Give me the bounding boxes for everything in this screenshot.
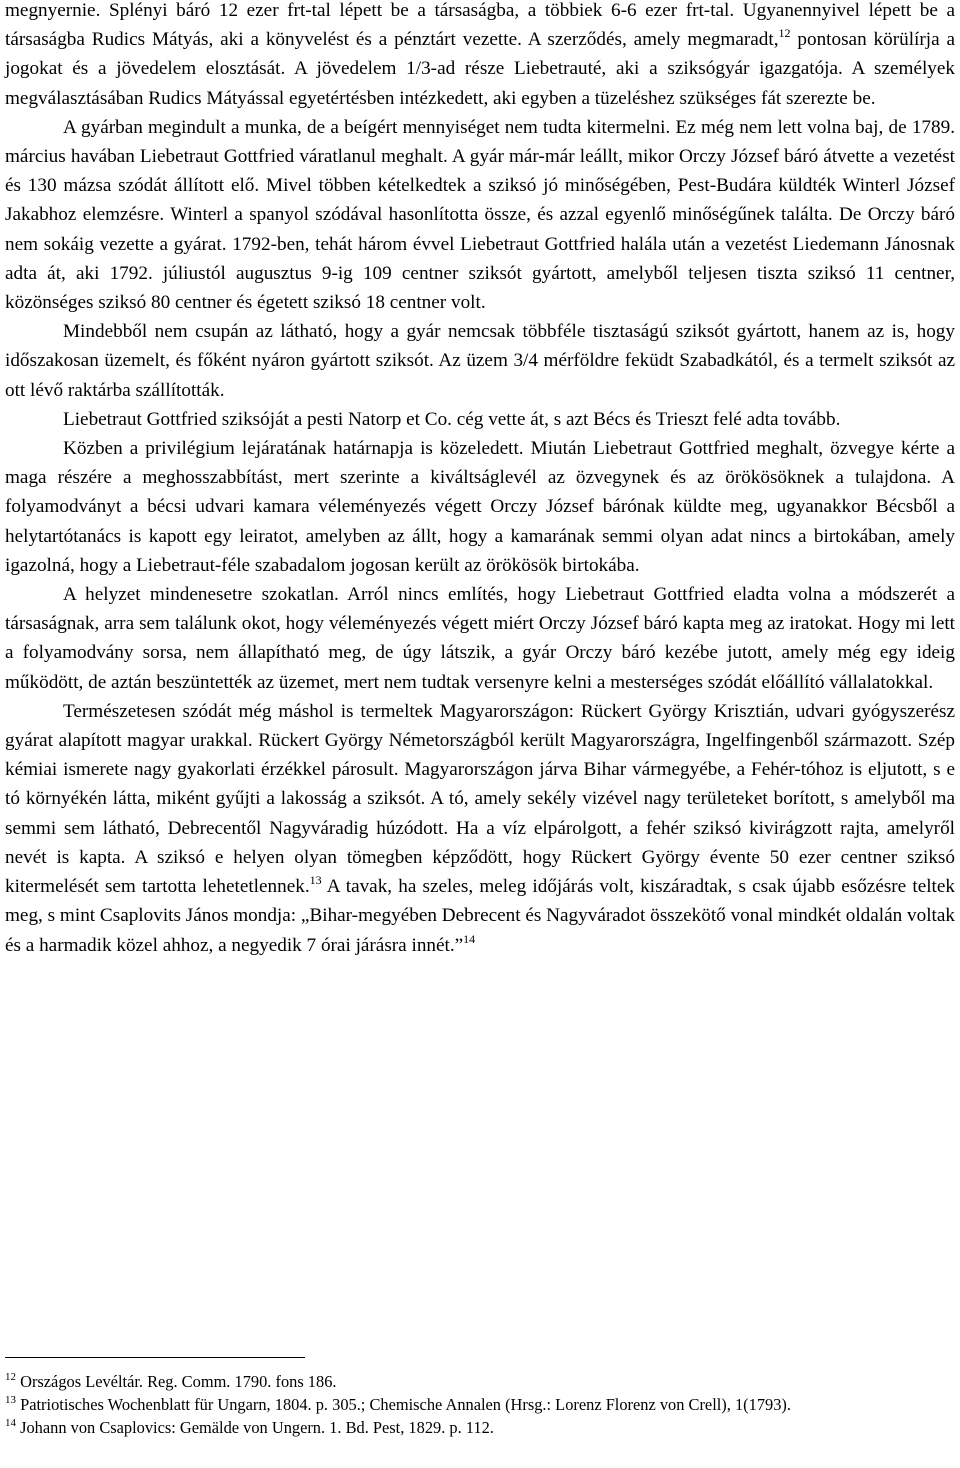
text-segment: pontosan körülírja a jogokat és a jövedelem elosztását. A jövedelem 1/3-ad része Liebetrauté, aki a sziksógyár igazgatója. A személyek megválasztásában Rudics Mátyással egyetértésben intézkedett, aki egyben a tüzeléshez szükséges fát szerezte be. bbox=[5, 29, 956, 109]
footnote-ref-13: 13 bbox=[309, 873, 322, 888]
paragraph-3 bbox=[5, 317, 955, 405]
paragraph-4 bbox=[5, 405, 955, 434]
footnote-text: Johann von Csaplovics: Gemälde von Ungern. 1. Bd. Pest, 1829. p. 112. bbox=[20, 1418, 494, 1437]
footnote-text: Országos Levéltár. Reg. Comm. 1790. fons 186. bbox=[20, 1372, 337, 1391]
text-segment: Liebetraut Gottfried sziksóját a pesti Natorp et Co. cég vette át, s azt Bécs és Trieszt felé adta tovább. bbox=[63, 408, 841, 430]
paragraph-7 bbox=[5, 697, 955, 960]
footnote-number: 12 bbox=[5, 1371, 16, 1383]
paragraph-5 bbox=[5, 434, 955, 580]
text-segment: A tavak, ha szeles, meleg időjárás volt, kiszáradtak, s csak újabb esőzésre teltek meg, s mint Csaplovits János mondja: „Bihar-megyében Debrecent és Nagyváradot összekötő vonal mindkét oldalán voltak és a harmadik közel ahhoz, a negyedik 7 órai járásra innét.” bbox=[5, 876, 956, 956]
footnote-13 bbox=[5, 1393, 955, 1416]
paragraph-6 bbox=[5, 580, 955, 697]
footnotes bbox=[5, 1370, 955, 1439]
text-segment: megnyernie. Splényi báró 12 ezer frt-tal lépett be a társaságba, a többiek 6-6 ezer frt-tal. Ugyanennyivel lépett be a társaságba Rudics Mátyás, aki a könyvelést és a pénztárt vezette. A szerződés, amely megmaradt, bbox=[5, 0, 955, 51]
footnote-ref-14: 14 bbox=[463, 931, 476, 946]
text-segment: A gyárban megindult a munka, de a beígért mennyiséget nem tudta kitermelni. Ez még nem lett volna baj, de 1789. március havában Liebetraut Gottfried váratlanul meghalt. A gyár már-már leállt, mikor Orczy József báró átvette a vezetést és 130 mázsa szódát állított elő. Mivel többen kételkedtek a sziksó jó minőségében, Pest-Budára küldték Winterl József Jakabhoz elemzésre. Winterl a spanyol szódával hasonlította össze, és azzal egyenlő minőségűnek találta. De Orczy báró nem sokáig vezette a gyárat. 1792-ben, tehát három évvel Liebetraut Gottfried halála után a vezetést Liedemann Jánosnak adta át, aki 1792. júliustól augusztus 9-ig 109 centner sziksót gyártott, amelyből teljesen tiszta sziksó 11 centner, közönséges sziksó 80 centner és égetett sziksó 18 centner volt. bbox=[5, 116, 955, 314]
paragraph-1 bbox=[5, 0, 955, 113]
footnote-text: Patriotisches Wochenblatt für Ungarn, 1804. p. 305.; Chemische Annalen (Hrsg.: Lorenz Florenz von Crell), 1(1793). bbox=[20, 1395, 791, 1414]
text-segment: Mindebből nem csupán az látható, hogy a gyár nemcsak többféle tisztaságú sziksót gyártott, hanem az is, hogy időszakosan üzemelt, és főként nyáron gyártott sziksót. Az üzem 3/4 mérföldre feküdt Szabadkától, és a termelt sziksót az ott lévő raktárba szállították. bbox=[5, 321, 955, 401]
footnote-12 bbox=[5, 1370, 955, 1393]
paragraph-2 bbox=[5, 113, 955, 317]
text-segment: A helyzet mindenesetre szokatlan. Arról nincs említés, hogy Liebetraut Gottfried eladta volna a módszerét a társaságnak, arra sem találunk okot, hogy véleményezés végett miért Orczy József báró kapta meg az iratokat. Hogy mi lett a folyamodvány sorsa, nem állapítható meg, de úgy látszik, a gyár Orczy báró kezébe jutott, amely még egy ideig működött, de aztán beszüntették az üzemet, mert nem tudtak versenyre kelni a mesterséges szódát előállító vállalatokkal. bbox=[5, 584, 955, 693]
footnote-separator bbox=[5, 1357, 305, 1358]
footnote-number: 13 bbox=[5, 1394, 16, 1406]
footnote-14 bbox=[5, 1416, 955, 1439]
text-segment: Közben a privilégium lejáratának határnapja is közeledett. Miután Liebetraut Gottfried meghalt, özvegye kérte a maga részére a meghosszabbítást, mert szerinte a kiváltságlevél az özvegynek és az örökösöknek a tulajdona. A folyamodványt a bécsi udvari kamara véleményezés végett Orczy József bárónak küldte meg, ugyanakkor Bécsből a helytartótanács is kapott egy leiratot, amelyben az állt, hogy a kamarának semmi olyan adat nincs a birtokában, amely igazolná, hogy a Liebetraut-féle szabadalom jogosan került az örökösök birtokába. bbox=[5, 438, 955, 576]
body-text bbox=[5, 0, 955, 960]
text-segment: Természetesen szódát még máshol is termeltek Magyarországon: Rückert György Krisztián, udvari gyógyszerész gyárat alapított magyar urakkal. Rückert György Németországból került Magyarországra, Ingelfingenből származott. Szép kémiai ismerete nagy gyakorlati érzékkel párosult. Magyarországon járva Bihar vármegyébe, a Fehér-tóhoz is eljutott, s e tó környékén látta, miként gyűjti a lakosság a sziksót. A tó, amely sekély vizével nagy területeket borított, s amelyből ma semmi sem látható, Debrecentől Nagyváradig húzódott. Ha a víz elpárolgott, a fehér sziksó kivirágzott rajta, amelyről nevét is kapta. A sziksó e helyen olyan tömegben képződött, hogy Rückert György évente 50 ezer centner sziksó kitermelését sem tartotta lehetetlennek. bbox=[5, 700, 955, 898]
footnote-number: 14 bbox=[5, 1417, 16, 1429]
footnote-ref-12: 12 bbox=[778, 26, 791, 41]
